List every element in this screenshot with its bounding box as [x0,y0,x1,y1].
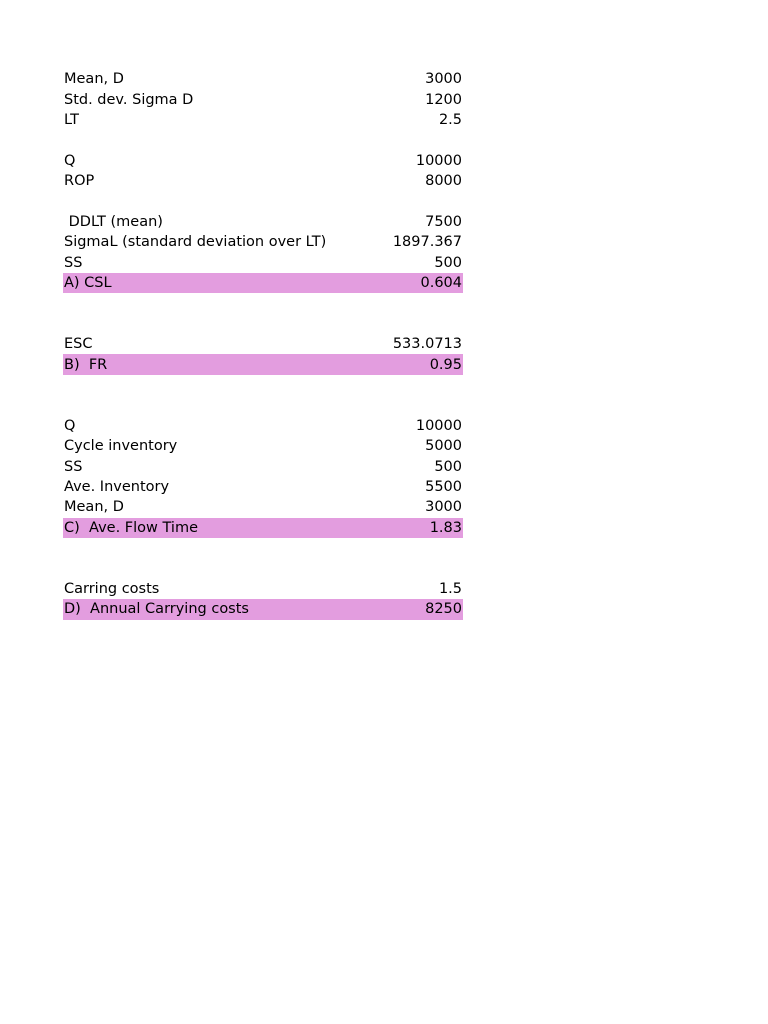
data-row[interactable] [63,334,463,354]
row-value: 7500 [425,213,462,230]
data-row[interactable] [63,497,463,517]
row-value: 500 [434,458,462,475]
row-value: 3000 [425,499,462,516]
row-value: 0.604 [420,275,462,292]
row-value: 5000 [425,438,462,455]
row-label: ROP [64,173,95,190]
row-label: LT [64,111,79,128]
row-value: 10000 [415,417,462,434]
row-label: Mean, D [64,499,124,516]
row-label: Carring costs [64,580,160,597]
row-label: Q [64,152,76,169]
blank-row [63,558,463,578]
row-label: Std. dev. Sigma D [64,91,194,108]
row-label: SS [64,254,83,271]
row-label: C) Ave. Flow Time [64,519,198,536]
row-value: 3000 [425,71,462,88]
row-label: DDLT (mean) [64,213,163,230]
result-row[interactable] [63,273,463,293]
row-value: 5500 [425,479,462,495]
result-row[interactable] [63,599,463,619]
row-label: D) Annual Carrying costs [64,601,249,618]
blank-row [63,314,463,334]
row-value: 10000 [415,152,462,169]
row-value: 533.0713 [392,336,462,353]
data-row[interactable] [63,416,463,436]
row-value: 1.5 [438,580,462,597]
data-row[interactable] [63,456,463,476]
row-value: 8250 [425,601,462,618]
blank-row [63,375,463,395]
data-row[interactable] [63,436,463,456]
row-value: 2.5 [438,111,462,128]
row-value: 1897.367 [392,234,462,251]
blank-row [63,538,463,558]
row-value: 0.95 [429,356,462,373]
data-row[interactable] [63,69,463,89]
row-label: Mean, D [64,71,124,88]
result-row[interactable] [63,354,463,374]
row-label: SS [64,458,83,475]
row-label: B) FR [64,356,108,373]
data-row[interactable] [63,212,463,232]
row-value: 1.83 [429,519,462,536]
row-label: SigmaL (standard deviation over LT) [64,234,327,251]
data-row[interactable] [63,110,463,130]
data-row[interactable] [63,477,463,497]
blank-row [63,130,463,150]
data-row[interactable] [63,232,463,252]
row-value: 8000 [425,173,462,190]
row-label: ESC [64,336,93,353]
result-row[interactable] [63,518,463,538]
row-value: 500 [434,254,462,271]
row-label: Ave. Inventory [64,479,170,495]
blank-row [63,395,463,415]
row-label: A) CSL [64,275,112,292]
row-value: 1200 [425,91,462,108]
blank-row [63,293,463,313]
data-row[interactable] [63,89,463,109]
blank-row [63,191,463,211]
data-row[interactable] [63,253,463,273]
row-label: Q [64,417,76,434]
spreadsheet [63,69,463,620]
row-label: Cycle inventory [64,438,178,455]
data-row[interactable] [63,579,463,599]
data-row[interactable] [63,171,463,191]
data-row[interactable] [63,151,463,171]
